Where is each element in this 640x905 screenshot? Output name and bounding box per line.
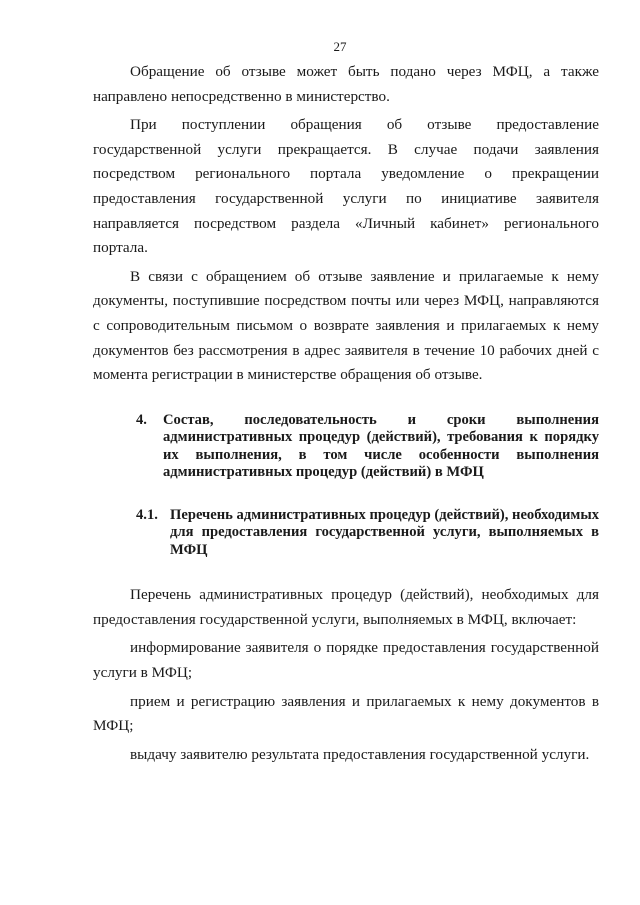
section-4-title: Состав, последовательность и сроки выполнения административных процедур (действий), требования к порядку их выполнения, в том числе особенности выполнения административных процедур (действий) в МФЦ xyxy=(163,411,599,481)
list-item-informing: информирование заявителя о порядке предоставления государственной услуги в МФЦ; xyxy=(93,639,599,681)
section-4-1-title: Перечень административных процедур (действий), необходимых для предоставления государственной услуги, выполняемых в МФЦ xyxy=(170,506,600,558)
page-content xyxy=(93,60,599,767)
section-4-1-heading xyxy=(93,507,599,560)
paragraph-documents-return: В связи с обращением об отзыве заявление и прилагаемые к нему документы, поступившие посредством почты или через МФЦ, направляются с сопроводительным письмом о возврате заявления и прилагаемых к нему документов без рассмотрения в адрес заявителя в течение 10 рабочих дней с момента регистрации в министерстве обращения об отзыве. xyxy=(93,267,599,384)
paragraph-service-termination: При поступлении обращения об отзыве предоставление государственной услуги прекращается. В случае подачи заявления посредством регионального портала уведомление о прекращении предоставления государственной услуги по инициативе заявителя направляется посредством раздела «Личный кабинет» регионального портала. xyxy=(93,116,599,257)
section-4-heading xyxy=(93,412,599,482)
list-item-result-delivery: выдачу заявителю результата предоставления государственной услуги. xyxy=(130,745,590,763)
paragraph-withdrawal-submission: Обращение об отзыве может быть подано через МФЦ, а также направлено непосредственно в министерство. xyxy=(93,63,599,105)
page-number: 27 xyxy=(333,39,347,54)
paragraph-procedures-intro: Перечень административных процедур (действий), необходимых для предоставления государственной услуги, выполняемых в МФЦ, включает: xyxy=(93,586,599,628)
section-4-number: 4. xyxy=(136,411,147,428)
list-item-registration: прием и регистрацию заявления и прилагаемых к нему документов в МФЦ; xyxy=(93,692,599,735)
section-4-1-number: 4.1. xyxy=(136,506,158,523)
